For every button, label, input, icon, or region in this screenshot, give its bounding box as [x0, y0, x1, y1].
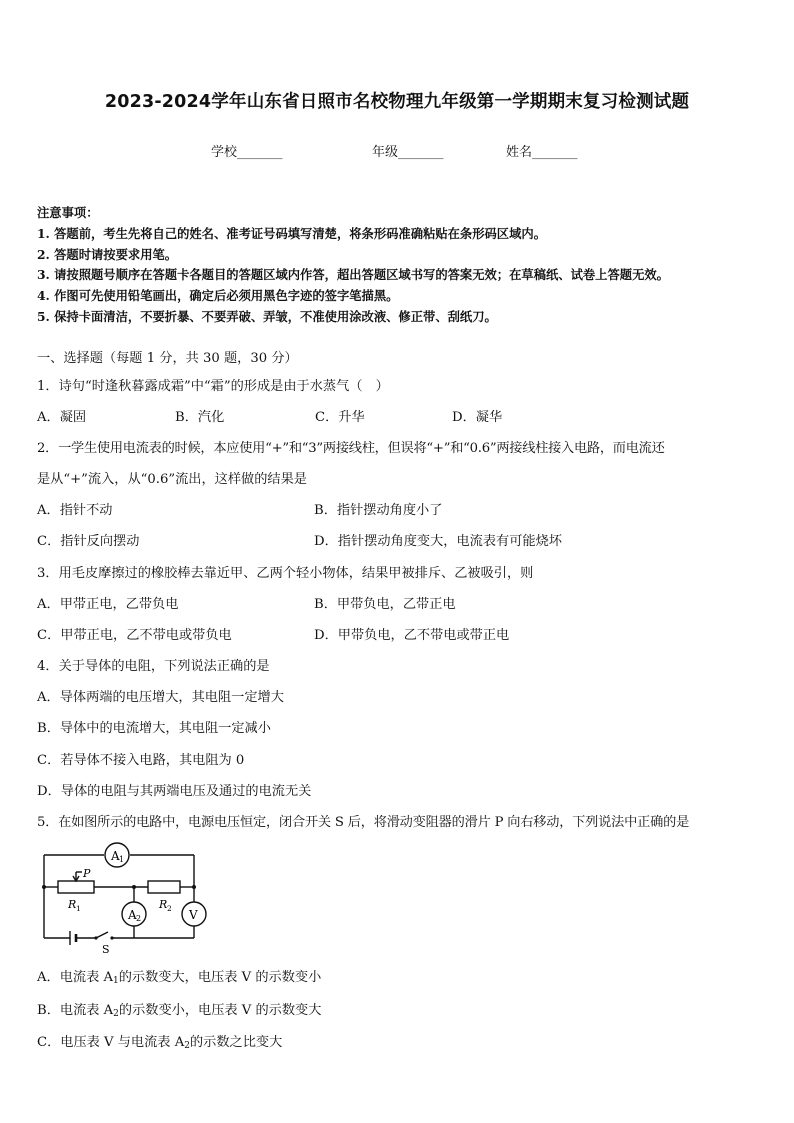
name-field: 姓名_______ [506, 145, 578, 160]
notice-item: 4. 作图可先使用铅笔画出，确定后必须用黑色字迹的签字笔描黑。 [37, 288, 399, 303]
notice-heading: 注意事项： [37, 205, 99, 220]
section-heading: 一、选择题（每题 1 分，共 30 题，30 分） [37, 351, 298, 366]
q2-option-c: C．指针反向摆动 [37, 534, 140, 549]
q4-option-c: C．若导体不接入电路，其电阻为 0 [37, 753, 245, 768]
q1-option-d: D．凝华 [452, 410, 503, 425]
q1-option-a: A．凝固 [37, 410, 87, 425]
school-field: 学校_______ [211, 145, 283, 160]
slider-p-label: P [83, 867, 91, 880]
q2-option-d: D．指针摆动角度变大，电流表有可能烧坏 [314, 534, 562, 549]
q3-option-c: C．甲带正电，乙不带电或带负电 [37, 628, 232, 643]
question-4-stem: 4．关于导体的电阻，下列说法正确的是 [37, 659, 270, 674]
q4-option-b: B．导体中的电流增大，其电阻一定减小 [37, 721, 271, 736]
q3-option-a: A．甲带正电，乙带负电 [37, 597, 179, 612]
page-title: 2023-2024学年山东省日照市名校物理九年级第一学期期末复习检测试题 [104, 92, 690, 112]
a1-subscript: 1 [119, 855, 125, 864]
q1-option-b: B．汽化 [175, 410, 225, 425]
q2-option-b: B．指针摆动角度小了 [314, 503, 443, 518]
a2-subscript: 2 [136, 914, 142, 923]
a1-label: A [111, 849, 120, 863]
notice-item: 5. 保持卡面清洁，不要折暴、不要弄破、弄皱，不准使用涂改液、修正带、刮纸刀。 [37, 309, 497, 324]
q1-option-c: C．升华 [315, 410, 365, 425]
notice-item: 3. 请按照题号顺序在答题卡各题目的答题区域内作答，超出答题区域书写的答案无效；在草稿纸、试卷上答题无效。 [37, 267, 669, 282]
grade-field: 年级_______ [372, 145, 444, 160]
q4-option-d: D．导体的电阻与其两端电压及通过的电流无关 [37, 784, 312, 799]
question-5-stem: 5．在如图所示的电路中，电源电压恒定，闭合开关 S 后，将滑动变阻器的滑片 P 向右移动，下列说法中正确的是 [37, 815, 690, 830]
switch-s-label: S [102, 943, 110, 956]
r1-subscript: 1 [76, 904, 81, 913]
notice-item: 1. 答题前，考生先将自己的姓名、准考证号码填写清楚，将条形码准确粘贴在条形码区域内。 [37, 226, 546, 241]
a2-label: A [128, 908, 137, 922]
q5-option-b: B．电流表 $A_2$的示数变小，电压表 V 的示数变大 [37, 1003, 322, 1019]
q2-option-a: A．指针不动 [37, 503, 113, 518]
v-label: V [189, 908, 198, 922]
q3-option-d: D．甲带负电，乙不带电或带正电 [314, 628, 510, 643]
question-2-stem-line1: 2．一学生使用电流表的时候，本应使用“+”和“3”两接线柱，但误将“+”和“0.6”两接线柱接入电路，而电流还 [37, 441, 665, 456]
r2-subscript: 2 [167, 904, 172, 913]
r1-label: R [68, 898, 77, 911]
q5-option-a: A．电流表 $A_1$的示数变大，电压表 V 的示数变小 [37, 970, 322, 986]
q4-option-a: A．导体两端的电压增大，其电阻一定增大 [37, 690, 284, 705]
circuit-diagram [38, 840, 210, 956]
r2-label: R [159, 898, 168, 911]
question-1-stem: 1．诗句“时逢秋暮露成霜”中“霜”的形成是由于水蒸气（ ） [37, 379, 389, 394]
q3-option-b: B．甲带负电，乙带正电 [314, 597, 456, 612]
question-3-stem: 3．用毛皮摩擦过的橡胶棒去靠近甲、乙两个轻小物体，结果甲被排斥、乙被吸引，则 [37, 566, 534, 581]
question-2-stem-line2: 是从“+”流入，从“0.6”流出，这样做的结果是 [37, 472, 307, 487]
q5-option-c: C．电压表 V 与电流表 $A_2$的示数之比变大 [37, 1035, 283, 1051]
notice-item: 2. 答题时请按要求用笔。 [37, 247, 178, 262]
